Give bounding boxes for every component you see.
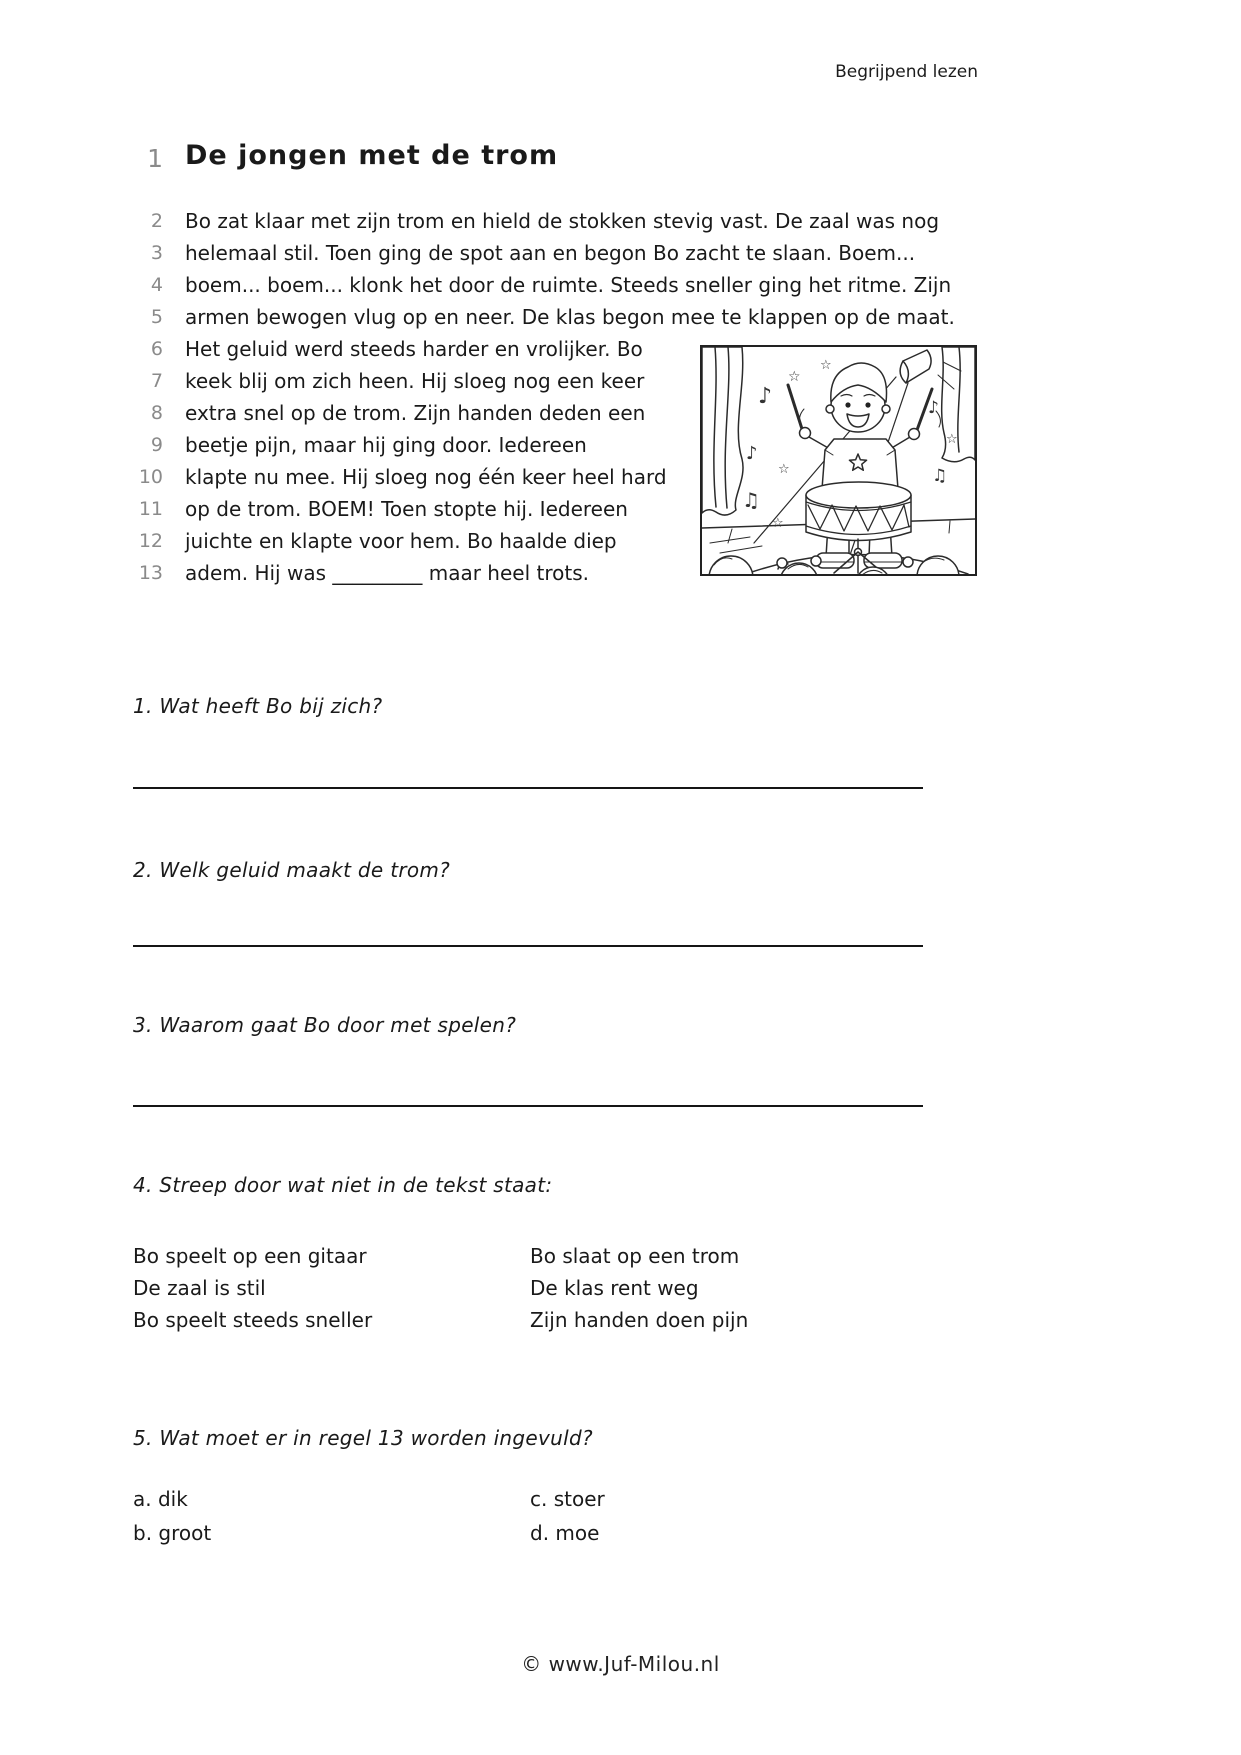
line-number: 2 xyxy=(150,210,163,232)
choice-option: c. stoer xyxy=(530,1487,605,1511)
answer-line-2 xyxy=(133,945,923,947)
line-number: 3 xyxy=(150,242,163,264)
line-text: op de trom. BOEM! Toen stopte hij. Iedereen xyxy=(185,497,628,521)
line-number: 9 xyxy=(150,434,163,456)
question-4: 4. Streep door wat niet in de tekst staat: xyxy=(133,1173,553,1197)
story-line-number: 1 xyxy=(147,144,163,173)
strike-option: Zijn handen doen pijn xyxy=(530,1308,749,1332)
strike-option: De klas rent weg xyxy=(530,1276,699,1300)
question-1: 1. Wat heeft Bo bij zich? xyxy=(133,694,383,718)
line-number: 8 xyxy=(150,402,163,424)
question-5-options-left xyxy=(133,1482,211,1550)
line-text: beetje pijn, maar hij ging door. Iedereen xyxy=(185,433,587,457)
line-number: 12 xyxy=(138,530,163,552)
strike-option: Bo speelt steeds sneller xyxy=(133,1308,373,1332)
line-text: helemaal stil. Toen ging de spot aan en begon Bo zacht te slaan. Boem... xyxy=(185,241,916,265)
line-number: 11 xyxy=(138,498,163,520)
line-text: keek blij om zich heen. Hij sloeg nog een keer xyxy=(185,369,645,393)
svg-text:♫: ♫ xyxy=(742,488,760,512)
line-number: 4 xyxy=(150,274,163,296)
drum xyxy=(806,482,911,541)
question-3: 3. Waarom gaat Bo door met spelen? xyxy=(133,1013,517,1037)
line-text: extra snel op de trom. Zijn handen deden een xyxy=(185,401,646,425)
line-number: 6 xyxy=(150,338,163,360)
strike-option: De zaal is stil xyxy=(133,1276,266,1300)
svg-text:♪: ♪ xyxy=(746,443,758,464)
story-line xyxy=(118,303,955,335)
story-title: De jongen met de trom xyxy=(185,140,559,171)
choice-option: d. moe xyxy=(530,1521,600,1545)
question-4-options-left xyxy=(133,1240,372,1336)
choice-option: a. dik xyxy=(133,1487,188,1511)
line-number: 13 xyxy=(138,562,163,584)
answer-line-3 xyxy=(133,1105,923,1107)
svg-text:♪: ♪ xyxy=(928,398,939,418)
copyright-footer: © www.Juf-Milou.nl xyxy=(521,1652,720,1676)
line-text: boem... boem... klonk het door de ruimte. Steeds sneller ging het ritme. Zijn xyxy=(185,273,952,297)
question-5: 5. Wat moet er in regel 13 worden ingevuld? xyxy=(133,1426,593,1450)
strike-option: Bo speelt op een gitaar xyxy=(133,1244,367,1268)
choice-option: b. groot xyxy=(133,1521,212,1545)
question-2: 2. Welk geluid maakt de trom? xyxy=(133,858,451,882)
question-4-options-right xyxy=(530,1240,748,1336)
line-text: juichte en klapte voor hem. Bo haalde diep xyxy=(185,529,617,553)
line-text: adem. Hij was _________ maar heel trots. xyxy=(185,561,589,585)
line-number: 10 xyxy=(138,466,163,488)
svg-text:☆: ☆ xyxy=(820,358,832,373)
line-number: 5 xyxy=(150,306,163,328)
line-text: armen bewogen vlug op en neer. De klas begon mee te klappen op de maat. xyxy=(185,305,955,329)
question-5-options-right xyxy=(530,1482,605,1550)
svg-text:♫: ♫ xyxy=(932,466,948,486)
page-header-label: Begrijpend lezen xyxy=(835,62,978,82)
svg-text:☆: ☆ xyxy=(788,369,801,385)
line-text: Het geluid werd steeds harder en vrolijker. Bo xyxy=(185,337,643,361)
story-line xyxy=(118,271,955,303)
svg-text:☆: ☆ xyxy=(946,432,958,447)
svg-text:☆: ☆ xyxy=(772,516,784,531)
line-number: 7 xyxy=(150,370,163,392)
curtain-left xyxy=(702,347,743,515)
story-line xyxy=(118,239,955,271)
svg-text:♪: ♪ xyxy=(758,384,773,409)
line-text: klapte nu mee. Hij sloeg nog één keer heel hard xyxy=(185,465,667,489)
answer-line-1 xyxy=(133,787,923,789)
story-illustration xyxy=(700,345,977,576)
line-text: Bo zat klaar met zijn trom en hield de stokken stevig vast. De zaal was nog xyxy=(185,209,940,233)
svg-text:☆: ☆ xyxy=(778,462,790,477)
story-line xyxy=(118,207,955,239)
strike-option: Bo slaat op een trom xyxy=(530,1244,740,1268)
